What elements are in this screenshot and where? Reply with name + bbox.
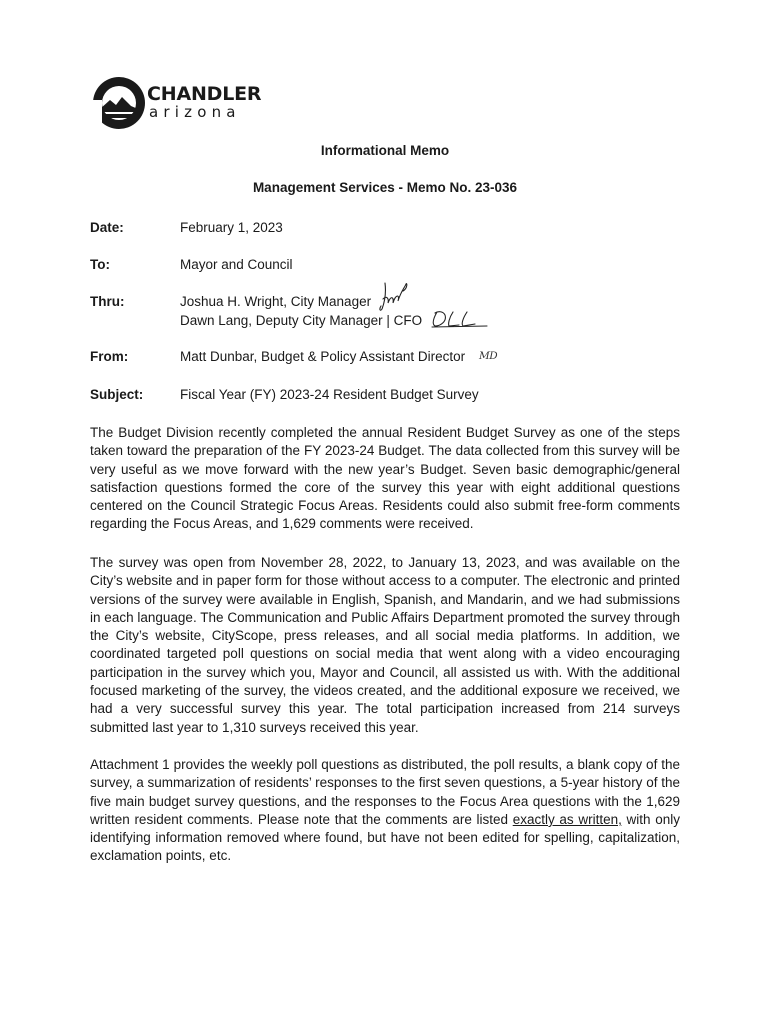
- body-paragraph-1: The Budget Division recently completed the annual Resident Budget Survey as one of the steps taken toward the preparation of the FY 2023-24 Budget. The data collected from this survey will be very useful as we move forward with the new year’s Budget. Seven basic demographic/general satisfaction questions formed the core of the survey this year with eight additional questions centered on the Council Strategic Focus Areas. Residents could also submit free-form comments regarding the Focus Areas, and 1,629 comments were received.: [90, 425, 680, 532]
- memo-title: Informational Memo: [320, 143, 450, 158]
- body-paragraph-3: [90, 756, 680, 866]
- from-value: Matt Dunbar, Budget & Policy Assistant Director: [180, 349, 466, 364]
- exactly-as-written-emphasis: exactly as written,: [512, 811, 622, 827]
- logo-name: CHANDLER: [147, 83, 262, 105]
- date-value: February 1, 2023: [180, 220, 283, 235]
- body-paragraph-2: The survey was open from November 28, 2022, to January 13, 2023, and was available on the City’s website and in paper form for those without access to a computer. The electronic and printed versions of the survey were available in English, Spanish, and Mandarin, and we had submissions in each language. The Communication and Public Affairs Department promoted the survey through the City’s website, CityScope, press releases, and all social media platforms. In addition, we coordinated targeted poll questions on social media that went along with a video encouraging participation in the survey which you, Mayor and Council, all assisted us with. With the additional focused marketing of the survey, the videos created, and the additional exposure we received, we had a very successful survey this year. The total participation increased from 214 surveys submitted last year to 1,310 surveys received this year.: [90, 555, 680, 735]
- thru-label: Thru:: [90, 294, 125, 309]
- subject-label: Subject:: [90, 387, 144, 402]
- deputy-city-manager-signature-icon: [431, 309, 489, 329]
- thru-value-line2: Dawn Lang, Deputy City Manager | CFO: [180, 313, 423, 328]
- body-paragraph-3-part-1: Attachment 1 provides the weekly poll questions as distributed, the poll results, a blank copy of the survey, a summarization of residents’ responses to the first seven questions, a 5-year history of the five main budget survey questions, and the responses to the Focus Area questions with the 1,629 written resident comments. Please note that the comments are listed: [90, 757, 680, 827]
- subject-value: Fiscal Year (FY) 2023-24 Resident Budget Survey: [180, 387, 479, 402]
- memo-number: Management Services - Memo No. 23-036: [252, 180, 518, 195]
- from-label: From:: [90, 349, 129, 364]
- chandler-logo: [92, 76, 262, 134]
- to-value: Mayor and Council: [180, 257, 293, 272]
- thru-value-line1: Joshua H. Wright, City Manager: [180, 294, 372, 309]
- to-label: To:: [90, 257, 110, 272]
- chandler-logo-mark-icon: [92, 76, 146, 130]
- from-initials-signature: MD: [479, 350, 498, 362]
- body-paragraph-3-part-2: with only identifying information removed where found, but have not been edited for spelling, capitalization, exclamation points, etc.: [90, 811, 681, 864]
- city-manager-signature-icon: [377, 279, 409, 315]
- logo-subtitle: arizona: [149, 103, 241, 121]
- date-label: Date:: [90, 220, 124, 235]
